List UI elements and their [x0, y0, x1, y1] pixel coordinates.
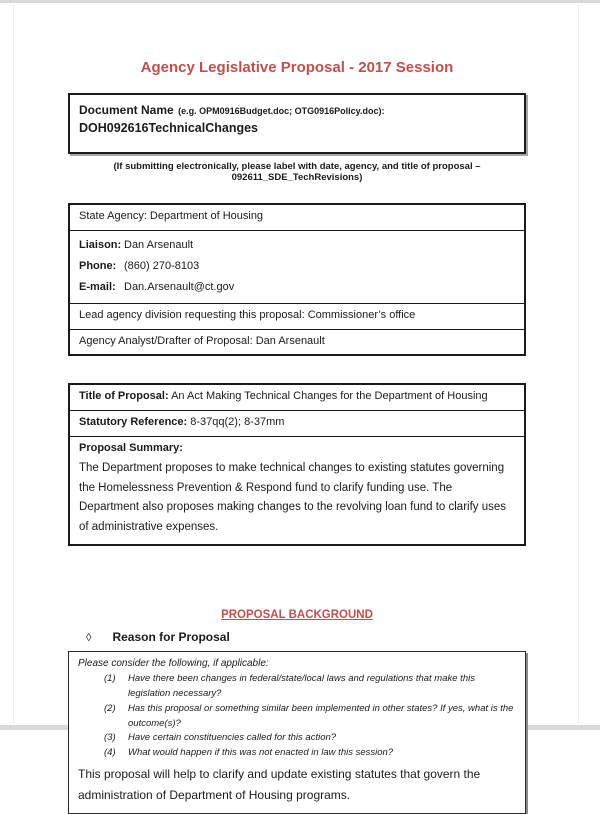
question-text: What would happen if this was not enacted in law this session?: [128, 747, 394, 759]
statutory-reference-row: [70, 410, 524, 436]
question-text: Have there been changes in federal/state/local laws and regulations that make this legislation necessary?: [128, 673, 475, 700]
question-list: [78, 672, 516, 760]
diamond-bullet-icon: ◊: [86, 632, 92, 645]
page-edge-left: [13, 3, 14, 725]
proposal-summary-row: [70, 436, 524, 544]
question-number: (3): [104, 732, 116, 744]
phone-line: [79, 256, 515, 277]
email-label: E-mail:: [79, 280, 116, 293]
contact-row: [70, 230, 524, 303]
liaison-line: [79, 235, 515, 256]
phone-value: (860) 270-8103: [124, 259, 200, 272]
question-item: [78, 672, 516, 701]
document-name-value: DOH092616TechnicalChanges: [79, 121, 259, 135]
document-name-box: [68, 93, 526, 154]
electronic-submission-note: (If submitting electronically, please label with date, agency, and title of proposal – 092611_SDE_TechRevisions): [113, 161, 481, 183]
proposal-summary-text: The Department proposes to make technical changes to existing statutes governing the Homelessness Prevention & Respond fund to clarify funding use. The Department also proposes making changes to the revolving loan fund to clarify uses of administrative expenses.: [79, 462, 507, 533]
section-heading-proposal-background: PROPOSAL BACKGROUND: [221, 609, 373, 622]
email-line: [79, 277, 515, 298]
proposal-summary-label: Proposal Summary:: [79, 442, 183, 455]
proposal-title-label: Title of Proposal:: [79, 390, 169, 403]
statutory-reference-value: 8-37qq(2); 8-37mm: [187, 416, 285, 429]
considerations-box: [68, 651, 526, 813]
question-number: (1): [104, 673, 116, 685]
question-text: Has this proposal or something similar been implemented in other states? If yes, what is the outcome(s)?: [128, 702, 514, 729]
state-agency-row: State Agency: Department of Housing: [79, 210, 264, 222]
reason-answer-text: This proposal will help to clarify and update existing statutes that govern the administration of Department of Housing programs.: [78, 766, 481, 802]
liaison-label: Liaison:: [79, 238, 122, 251]
question-number: (2): [104, 702, 116, 714]
proposal-title-value: An Act Making Technical Changes for the Department of Housing: [168, 390, 488, 403]
phone-label: Phone:: [79, 259, 117, 272]
proposal-info-table: [68, 383, 526, 546]
question-item: [78, 702, 516, 731]
proposal-title-row: [70, 385, 524, 410]
liaison-value: Dan Arsenault: [124, 238, 194, 251]
agency-info-table: [68, 203, 526, 356]
reason-for-proposal-heading: [68, 630, 526, 644]
document-content: [68, 0, 526, 814]
question-text: Have certain constituencies called for this action?: [128, 732, 337, 744]
question-item: [78, 746, 516, 761]
question-item: [78, 731, 516, 746]
lead-division-row: Lead agency division requesting this proposal: Commissioner’s office: [70, 303, 524, 329]
consider-intro: Please consider the following, if applicable:: [78, 658, 269, 670]
question-number: (4): [104, 747, 116, 759]
statutory-reference-label: Statutory Reference:: [79, 416, 188, 429]
page-edge-right: [578, 3, 579, 725]
reason-for-proposal-label: Reason for Proposal: [112, 630, 230, 645]
document-name-label: Document Name: [79, 103, 174, 117]
analyst-row: Agency Analyst/Drafter of Proposal: Dan Arsenault: [70, 329, 524, 355]
email-value: Dan.Arsenault@ct.gov: [124, 280, 235, 293]
page-title: Agency Legislative Proposal - 2017 Session: [140, 59, 454, 76]
document-name-hint: (e.g. OPM0916Budget.doc; OTG0916Policy.doc):: [178, 106, 385, 116]
